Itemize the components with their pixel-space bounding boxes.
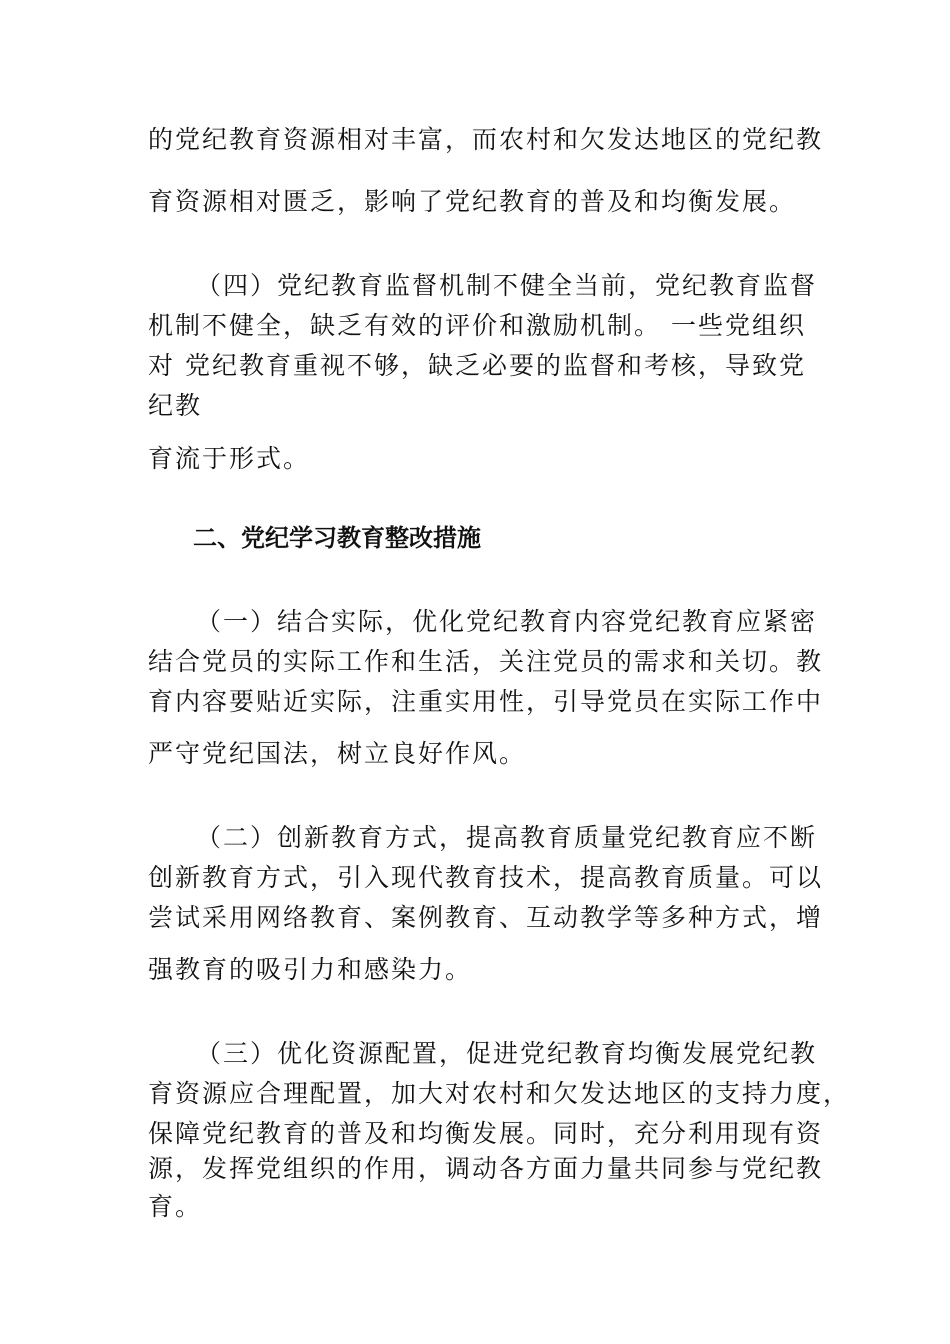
paragraph-line: 强教育的吸引力和感染力。 bbox=[148, 955, 473, 984]
paragraph-line: 严守党纪国法，树立良好作风。 bbox=[148, 739, 527, 768]
paragraph-line: 对 党纪教育重视不够，缺乏必要的监督和考核，导致党 bbox=[148, 351, 806, 380]
paragraph-line: 机制不健全，缺乏有效的评价和激励机制。 一些党组织 bbox=[148, 311, 806, 340]
paragraph-line: 育资源相对匮乏，影响了党纪教育的普及和均衡发展。 bbox=[148, 187, 797, 216]
paragraph-line: 育。 bbox=[148, 1192, 203, 1221]
paragraph-line: （四）党纪教育监督机制不健全当前，党纪教育监督 bbox=[196, 271, 818, 300]
paragraph-line: （二）创新教育方式，提高教育质量党纪教育应不断 bbox=[196, 823, 818, 852]
paragraph-line: （三）优化资源配置，促进党纪教育均衡发展党纪教 bbox=[196, 1039, 818, 1068]
paragraph-line: （一）结合实际，优化党纪教育内容党纪教育应紧密 bbox=[196, 607, 818, 636]
paragraph-line: 尝试采用网络教育、案例教育、互动教学等多种方式，增 bbox=[148, 903, 824, 932]
paragraph-line: 育内容要贴近实际，注重实用性，引导党员在实际工作中 bbox=[148, 687, 824, 716]
paragraph-line: 保障党纪教育的普及和均衡发展。同时，充分利用现有资 bbox=[148, 1119, 824, 1148]
paragraph-line: 的党纪教育资源相对丰富，而农村和欠发达地区的党纪教 bbox=[148, 125, 824, 154]
paragraph-line: 源，发挥党组织的作用，调动各方面力量共同参与党纪教 bbox=[148, 1154, 824, 1183]
paragraph-line: 纪教 bbox=[148, 391, 203, 420]
section-heading: 二、党纪学习教育整改措施 bbox=[193, 524, 481, 552]
paragraph-line: 结合党员的实际工作和生活，关注党员的需求和关切。教 bbox=[148, 647, 824, 676]
paragraph-line: 育资源应合理配置，加大对农村和欠发达地区的支持力度， bbox=[148, 1079, 851, 1108]
paragraph-line: 育流于形式。 bbox=[148, 444, 311, 473]
paragraph-line: 创新教育方式，引入现代教育技术，提高教育质量。可以 bbox=[148, 863, 824, 892]
